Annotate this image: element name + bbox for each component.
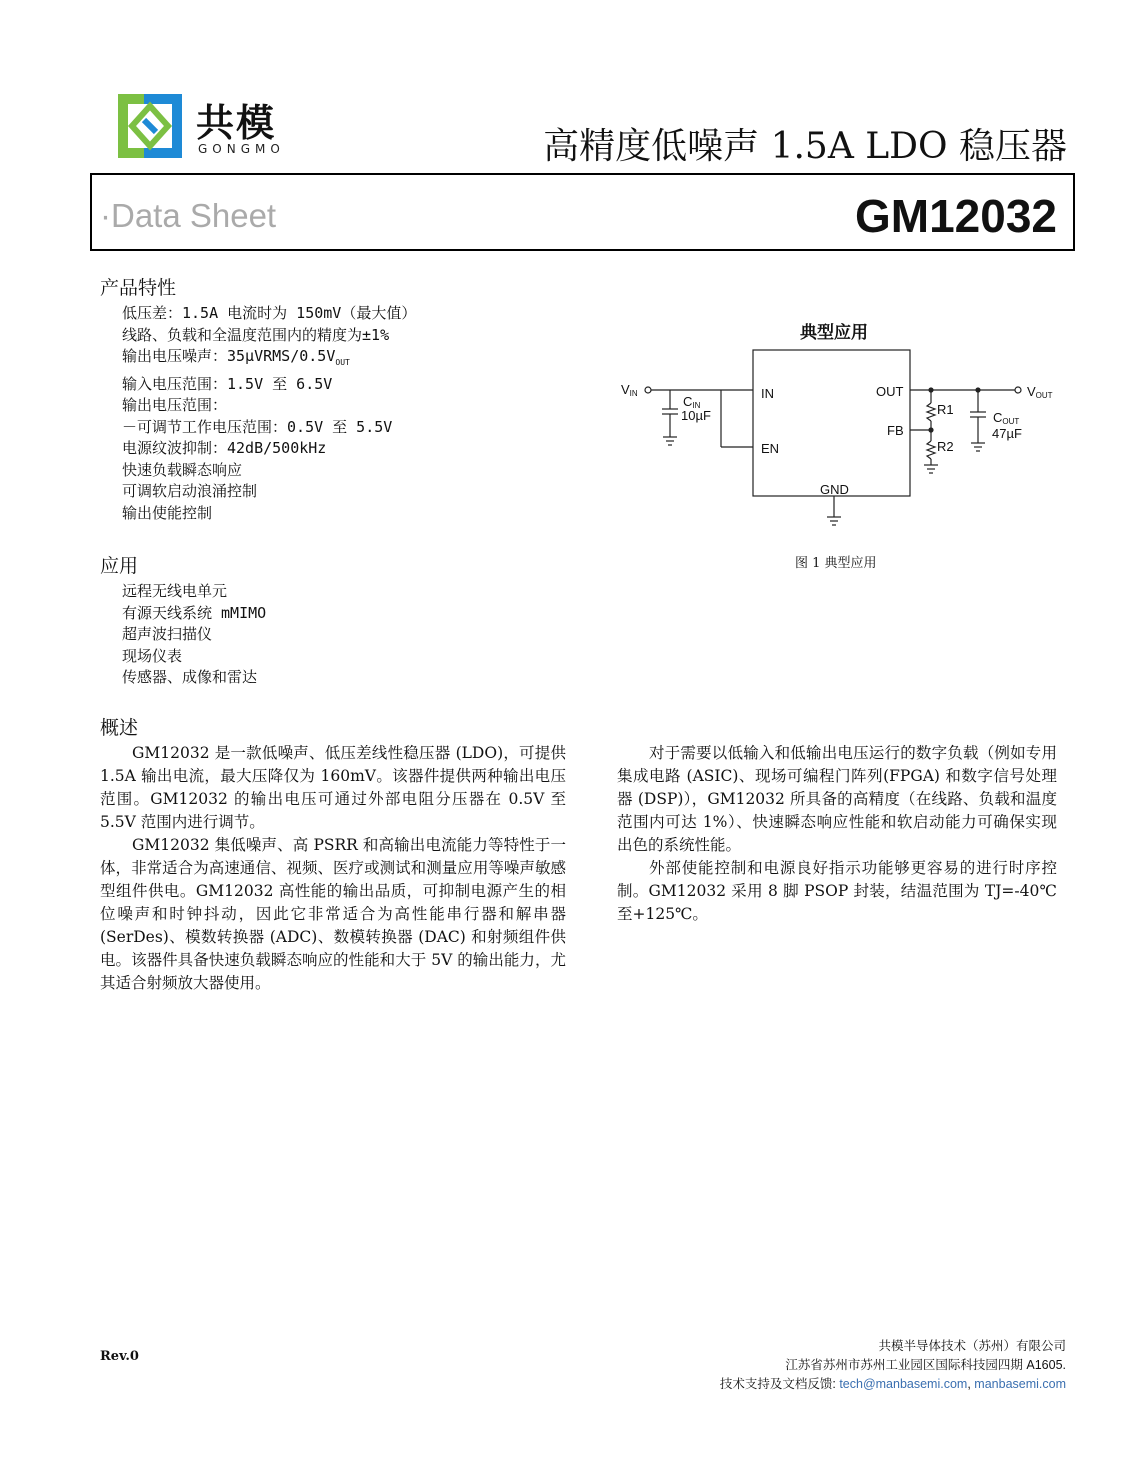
list-item: 现场仪表 — [122, 646, 183, 665]
paragraph: GM12032 集低噪声、高 PSRR 和高输出电流能力等特性于一体，非常适合为高速通信、视频、医疗或测试和测量应用等噪声敏感型组件供电。GM12032 高性能的输出品质，可抑制电源产生的相位噪声和时钟抖动，因此它非常适合为高性能串行器和解串器 (SerDes)、模数转换器 (ADC)、数模转换器 (DAC) 和射频组件供电。该器件具备快速负载瞬态响应的性能和大于 5V 的输出能力，尤其适合射频放大器使用。 — [100, 836, 566, 992]
pin-en-label: EN — [761, 441, 780, 456]
list-item: 输出电压噪声：$35\mu VRMS/0.5V_{OUT}$ — [122, 347, 350, 367]
list-item: 输出电压范围： — [122, 396, 228, 414]
overview-right-column — [617, 742, 1057, 926]
datasheet-label: ·Data Sheet — [100, 197, 277, 234]
list-item: 低压差：1.5A 电流时为 150mV（最大值） — [122, 304, 417, 322]
pin-gnd-label: GND — [820, 482, 849, 497]
footer-contact — [720, 1337, 1066, 1394]
list-item: 远程无线电单元 — [122, 582, 228, 600]
list-item: 可调软启动浪涌控制 — [122, 482, 258, 500]
company-address: 江苏省苏州市苏州工业园区国际科技园四期 A1605. — [785, 1358, 1066, 1372]
applications-list — [122, 581, 266, 689]
support-email-link[interactable]: tech@manbasemi.com — [839, 1377, 968, 1391]
cout-value: 47µF — [992, 426, 1022, 441]
features-heading: 产品特性 — [100, 277, 177, 299]
company-name: 共模半导体技术（苏州）有限公司 — [878, 1339, 1066, 1353]
brand-name-cn: 共模 — [196, 101, 277, 145]
overview-heading: 概述 — [100, 717, 139, 739]
cout-label: COUT — [993, 410, 1020, 426]
r1-label: R1 — [937, 402, 954, 417]
list-item: 线路、负载和全温度范围内的精度为±1% — [122, 325, 390, 344]
pin-fb-label: FB — [887, 423, 904, 438]
list-item: 有源天线系统 mMIMO — [122, 603, 267, 622]
brand-name-en: GONGMO — [198, 142, 285, 156]
figure-title: 典型应用 — [800, 323, 868, 343]
list-item: 超声波扫描仪 — [122, 625, 213, 643]
part-number: GM12032 — [854, 190, 1057, 242]
cin-label: CIN — [683, 394, 701, 410]
list-item: 传感器、成像和雷达 — [122, 668, 258, 686]
vin-terminal — [645, 387, 651, 393]
pin-in-label: IN — [761, 386, 774, 401]
company-logo-icon — [114, 90, 186, 162]
applications-heading: 应用 — [100, 555, 139, 577]
vout-label: VOUT — [1027, 384, 1053, 400]
list-item: 快速负载瞬态响应 — [122, 460, 243, 479]
support-line: 技术支持及文档反馈: tech@manbasemi.com, manbasemi.com — [719, 1377, 1066, 1391]
pin-out-label: OUT — [876, 384, 904, 399]
paragraph: 对于需要以低输入和低输出电压运行的数字负载（例如专用集成电路 (ASIC)、现场可编程门阵列(FPGA) 和数字信号处理器 (DSP)），GM12032 所具备的高精度（在线路、负载和温度范围内可达 1%）、快速瞬态响应性能和软启动能力可确保实现出色的系统性能。 — [617, 744, 1057, 854]
revision-label: Rev.0 — [100, 1349, 139, 1364]
cin-value: 10µF — [681, 408, 711, 423]
vout-terminal — [1015, 387, 1021, 393]
paragraph: GM12032 是一款低噪声、低压差线性稳压器 (LDO)，可提供 1.5A 输出电流，最大压降仅为 160mV。该器件提供两种输出电压范围。GM12032 的输出电压可通过外部电阻分压器在 0.5V 至 5.5V 范围内进行调节。 — [100, 744, 566, 831]
typical-application-schematic — [615, 345, 1065, 535]
vin-label: VIN — [621, 382, 638, 398]
list-item: －可调节工作电压范围：0.5V 至 5.5V — [122, 417, 393, 436]
r2-label: R2 — [937, 439, 954, 454]
list-item: 电源纹波抑制：42dB/500kHz — [122, 439, 327, 457]
overview-left-column — [100, 742, 566, 995]
figure-caption: 图 1 典型应用 — [795, 556, 877, 571]
paragraph: 外部使能控制和电源良好指示功能够更容易的进行时序控制。GM12032 采用 8 脚 PSOP 封装，结温范围为 TJ=-40℃ 至+125℃。 — [617, 859, 1057, 923]
list-item: 输入电压范围：1.5V 至 6.5V — [122, 374, 333, 393]
features-list — [122, 303, 416, 524]
website-link[interactable]: manbasemi.com — [974, 1377, 1066, 1391]
list-item: 输出使能控制 — [122, 503, 213, 522]
document-title: 高精度低噪声 1.5A LDO 稳压器 — [543, 126, 1067, 167]
